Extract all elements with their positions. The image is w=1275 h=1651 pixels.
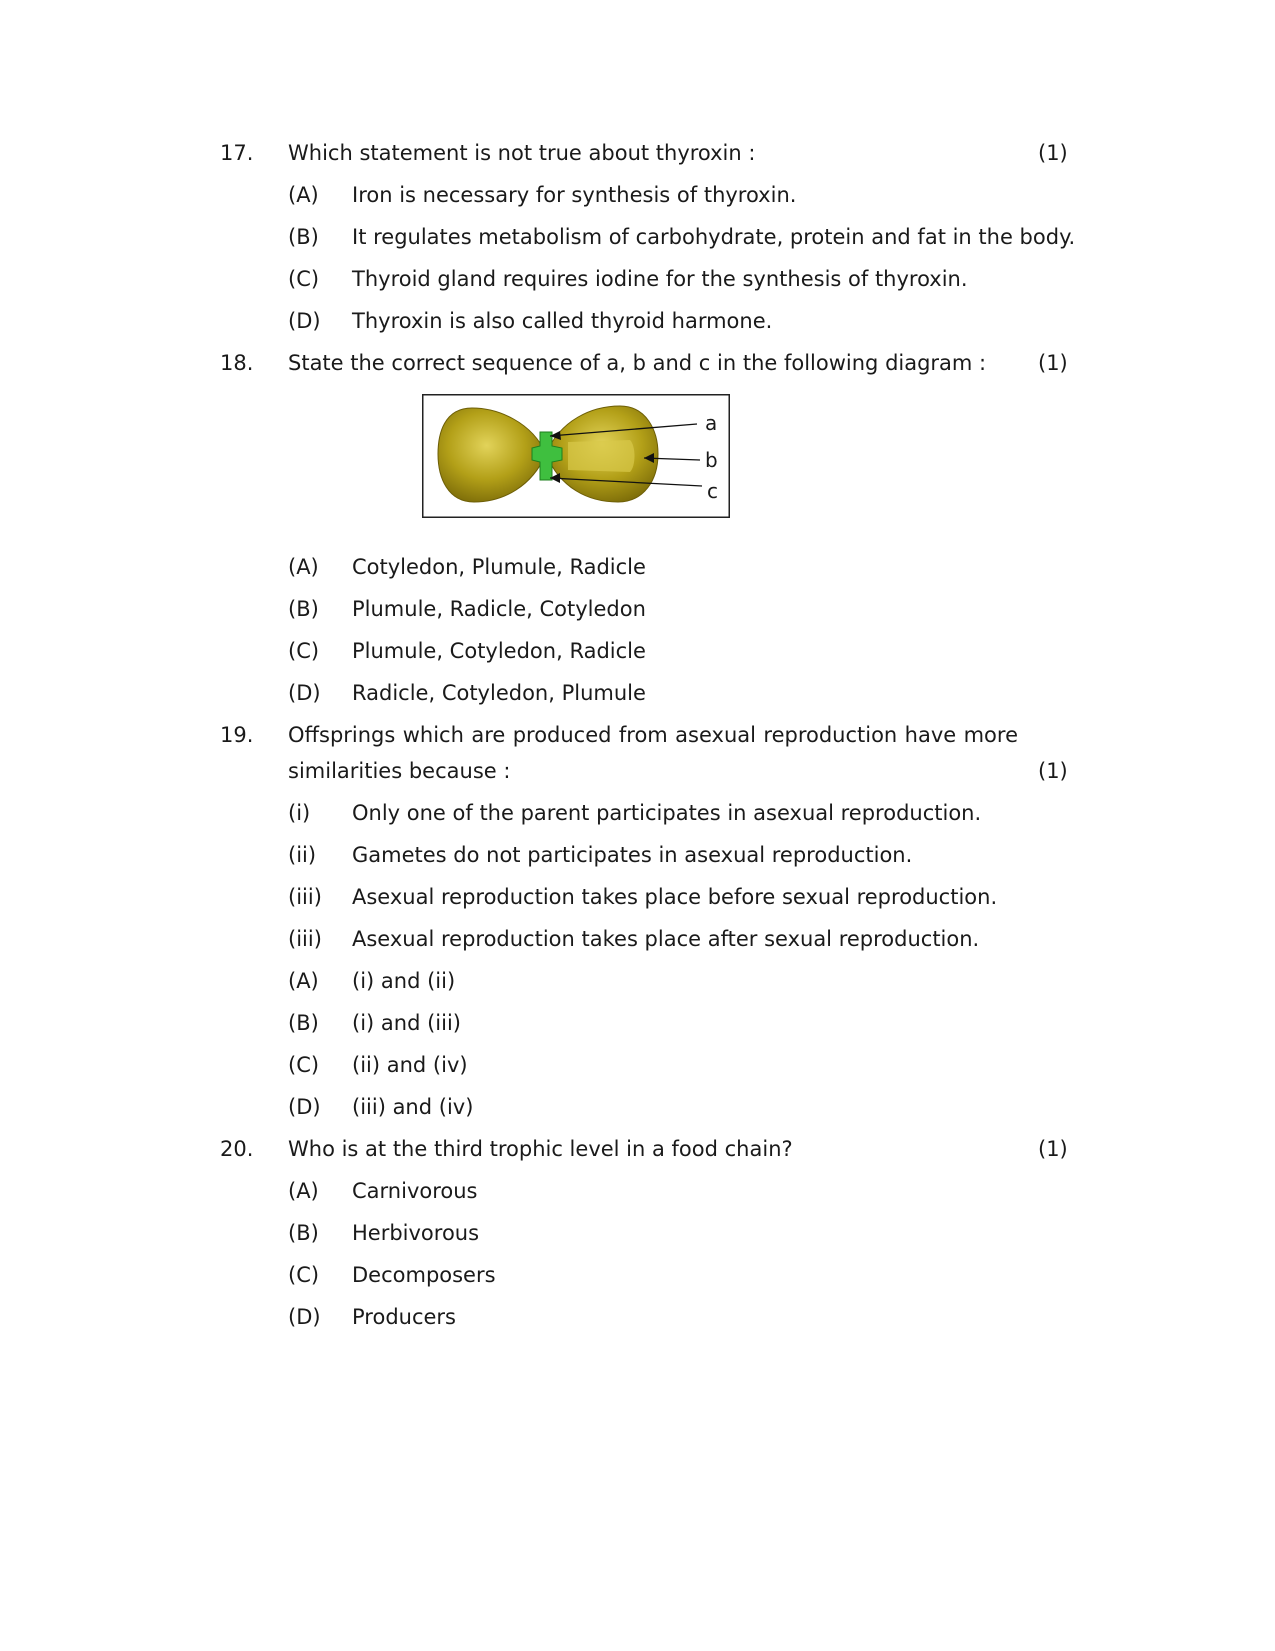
q18-number: 18. xyxy=(220,351,254,375)
q20-option-c-label: (C) xyxy=(288,1263,320,1287)
q20-option-a-text: Carnivorous xyxy=(352,1179,478,1203)
q20-option-d-label: (D) xyxy=(288,1305,321,1329)
q18-option-c-text: Plumule, Cotyledon, Radicle xyxy=(352,639,646,663)
q18-option-b-label: (B) xyxy=(288,597,319,621)
q17-option-d-label: (D) xyxy=(288,309,321,333)
q19-statement-2-label: (ii) xyxy=(288,843,317,867)
q17-option-c-text: Thyroid gland requires iodine for the synthesis of thyroxin. xyxy=(352,267,968,291)
q18-option-b-text: Plumule, Radicle, Cotyledon xyxy=(352,597,646,621)
q17-number: 17. xyxy=(220,141,254,165)
q17-option-b-text: It regulates metabolism of carbohydrate, protein and fat in the body. xyxy=(352,225,1076,249)
q17-option-d-text: Thyroxin is also called thyroid harmone. xyxy=(352,309,773,333)
q18-text: State the correct sequence of a, b and c in the following diagram : xyxy=(288,351,987,375)
label-b: b xyxy=(705,448,718,472)
q19-statement-3-text: Asexual reproduction takes place before sexual reproduction. xyxy=(352,885,998,909)
label-a: a xyxy=(705,411,718,435)
q20-option-d-text: Producers xyxy=(352,1305,456,1329)
q20-option-c-text: Decomposers xyxy=(352,1263,496,1287)
q18-option-a-text: Cotyledon, Plumule, Radicle xyxy=(352,555,646,579)
q20-option-b-label: (B) xyxy=(288,1221,319,1245)
q19-statement-1-text: Only one of the parent participates in asexual reproduction. xyxy=(352,801,982,825)
seed-diagram xyxy=(422,394,730,518)
q19-statement-3-label: (iii) xyxy=(288,885,322,909)
q19-option-c-text: (ii) and (iv) xyxy=(352,1053,468,1077)
q19-option-b-label: (B) xyxy=(288,1011,319,1035)
q17-marks: (1) xyxy=(1038,141,1068,165)
q20-text: Who is at the third trophic level in a food chain? xyxy=(288,1137,793,1161)
q19-option-c-label: (C) xyxy=(288,1053,320,1077)
q17-option-b-label: (B) xyxy=(288,225,319,249)
q19-statement-1-label: (i) xyxy=(288,801,311,825)
q19-option-a-text: (i) and (ii) xyxy=(352,969,456,993)
q19-option-a-label: (A) xyxy=(288,969,319,993)
q19-number: 19. xyxy=(220,723,254,747)
q20-option-a-label: (A) xyxy=(288,1179,319,1203)
q20-marks: (1) xyxy=(1038,1137,1068,1161)
q18-option-c-label: (C) xyxy=(288,639,320,663)
inner-cotyledon-shade xyxy=(568,440,635,472)
label-c: c xyxy=(707,479,718,503)
q20-option-b-text: Herbivorous xyxy=(352,1221,480,1245)
q19-option-b-text: (i) and (iii) xyxy=(352,1011,461,1035)
q17-text: Which statement is not true about thyroxin : xyxy=(288,141,756,165)
q19-text-line1: Offsprings which are produced from asexual reproduction have more xyxy=(288,723,1018,747)
q19-option-d-text: (iii) and (iv) xyxy=(352,1095,474,1119)
q19-option-d-label: (D) xyxy=(288,1095,321,1119)
q20-number: 20. xyxy=(220,1137,254,1161)
q18-option-d-text: Radicle, Cotyledon, Plumule xyxy=(352,681,646,705)
q17-option-a-text: Iron is necessary for synthesis of thyroxin. xyxy=(352,183,797,207)
q18-option-d-label: (D) xyxy=(288,681,321,705)
q18-option-a-label: (A) xyxy=(288,555,319,579)
q19-marks: (1) xyxy=(1038,759,1068,783)
q17-option-a-label: (A) xyxy=(288,183,319,207)
q19-statement-2-text: Gametes do not participates in asexual reproduction. xyxy=(352,843,913,867)
q19-statement-4-label: (iii) xyxy=(288,927,322,951)
q19-text-line2: similarities because : xyxy=(288,759,511,783)
q17-option-c-label: (C) xyxy=(288,267,320,291)
q19-statement-4-text: Asexual reproduction takes place after sexual reproduction. xyxy=(352,927,980,951)
q18-marks: (1) xyxy=(1038,351,1068,375)
